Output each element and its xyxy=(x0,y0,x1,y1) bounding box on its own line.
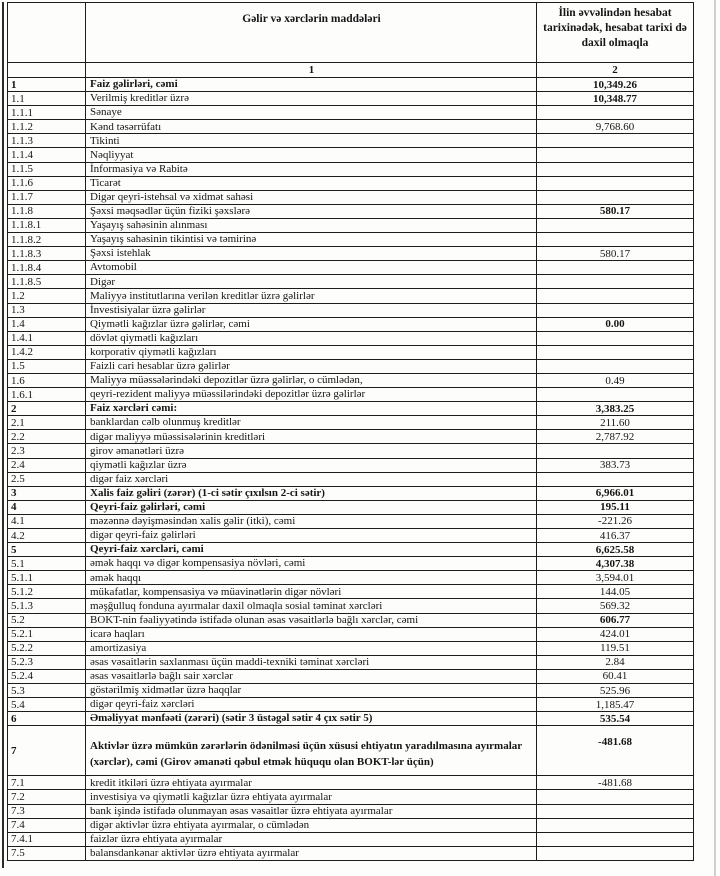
value-cell: 580.17 xyxy=(599,247,631,260)
income-expense-table xyxy=(7,2,694,861)
row-number-cell: 5.1.2 xyxy=(8,585,86,598)
table-row xyxy=(8,444,693,458)
table-row xyxy=(8,261,693,275)
row-number-cell: 1.1.8 xyxy=(8,205,86,218)
row-number-cell: 1.1.1 xyxy=(8,106,86,119)
value-cell: 9,768.60 xyxy=(595,120,635,133)
row-number-cell: 2.4 xyxy=(8,459,86,472)
item-label-cell: digər qeyri-faiz xərcləri xyxy=(86,698,537,711)
row-number-cell: 1.1.8.5 xyxy=(8,275,86,288)
table-row xyxy=(8,332,693,346)
row-number-cell: 3 xyxy=(8,487,86,500)
row-number-cell: 5 xyxy=(8,543,86,556)
value-cell: 144.05 xyxy=(599,585,631,598)
row-number-cell: 1.1 xyxy=(8,92,86,105)
item-label-cell: Şəxsi istehlak xyxy=(86,247,537,260)
table-row xyxy=(8,515,693,529)
table-row xyxy=(8,529,693,543)
table-row xyxy=(8,106,693,120)
row-number-cell: 7.2 xyxy=(8,790,86,803)
table-row xyxy=(8,205,693,219)
row-number-cell: 7.5 xyxy=(8,847,86,860)
scan-edge-left xyxy=(2,2,4,868)
value-cell xyxy=(537,833,693,846)
item-label-cell: balansdankənar aktivlər üzrə ehtiyata ayırmalar xyxy=(86,847,537,860)
item-label-cell: Maliyyə institutlarına verilən kreditlər üzrə gəlirlər xyxy=(86,289,537,302)
row-number-cell: 1.6 xyxy=(8,374,86,387)
value-cell: 535.54 xyxy=(599,712,631,725)
row-number-cell: 5.2 xyxy=(8,614,86,627)
value-cell: 606.77 xyxy=(599,614,631,627)
item-label-cell: Xalis faiz gəliri (zərər) (1-ci sətir çıxılsın 2-ci sətir) xyxy=(86,487,537,500)
value-cell: -481.68 xyxy=(598,736,632,749)
table-row xyxy=(8,289,693,303)
value-cell xyxy=(537,346,693,359)
row-number-cell: 7.1 xyxy=(8,776,86,789)
table-row xyxy=(8,599,693,613)
row-number-cell: 5.2.4 xyxy=(8,670,86,683)
item-label-cell: digər aktivlər üzrə ehtiyata ayırmalar, o cümlədən xyxy=(86,819,537,832)
item-label-cell: Qeyri-faiz xərcləri, cəmi xyxy=(86,543,537,556)
table-row xyxy=(8,501,693,515)
row-number-cell: 4 xyxy=(8,501,86,514)
item-label-cell: Tikinti xyxy=(86,134,537,147)
row-number-cell: 1.6.1 xyxy=(8,388,86,401)
row-number-cell: 1.5 xyxy=(8,360,86,373)
numbering-value-cell: 2 xyxy=(612,64,618,76)
item-label-cell: mükafatlar, kompensasiya və müavinətlərin digər növləri xyxy=(86,585,537,598)
value-cell: 525.96 xyxy=(599,684,631,697)
table-row xyxy=(8,134,693,148)
value-cell: -481.68 xyxy=(598,776,632,789)
column-numbering-row xyxy=(8,63,693,78)
item-label-cell: Şəxsi məqsədlər üçün fiziki şəxslərə xyxy=(86,205,537,218)
row-number-cell: 2 xyxy=(8,402,86,415)
item-label-cell: Əməliyyat mənfəəti (zərəri) (sətir 3 üstəgəl sətir 4 çıx sətir 5) xyxy=(86,712,537,725)
item-label-cell: Faiz gəlirləri, cəmi xyxy=(86,78,537,91)
item-label-cell: digər maliyyə müəssisələrinin kreditləri xyxy=(86,430,537,443)
table-row xyxy=(8,684,693,698)
table-row xyxy=(8,374,693,388)
item-label-cell: Aktivlər üzrə mümkün zərərlərin ödənilməsi üçün xüsusi ehtiyatın yaradılmasına ayırmalar (xərclər), cəmi (Girov əmanəti qəbul etmək hüququ olan BOKT-lər üçün) xyxy=(86,726,537,775)
table-row xyxy=(8,557,693,571)
item-label-cell: icarə haqları xyxy=(86,628,537,641)
value-cell xyxy=(537,261,693,274)
item-label-cell: məzənnə dəyişməsindən xalis gəlir (itki), cəmi xyxy=(86,515,537,528)
table-body xyxy=(8,78,693,861)
table-row xyxy=(8,191,693,205)
table-row xyxy=(8,233,693,247)
scan-edge-right xyxy=(714,0,716,876)
header-value-label: İlin əvvəlindən hesabat tarixinədək, hesabat tarixi də daxil olmaqla xyxy=(543,7,687,49)
value-cell xyxy=(537,275,693,288)
item-label-cell: məşğulluq fonduna ayırmalar daxil olmaqla sosial təminat xərcləri xyxy=(86,599,537,612)
table-row xyxy=(8,402,693,416)
value-cell xyxy=(537,473,693,486)
item-label-cell: Ticarət xyxy=(86,177,537,190)
table-row xyxy=(8,712,693,726)
row-number-cell: 7.4.1 xyxy=(8,833,86,846)
item-label-cell: qeyri-rezident maliyyə müəssilərindəki depozitlər üzrə gəlirlər xyxy=(86,388,537,401)
row-number-cell: 1 xyxy=(8,78,86,91)
row-number-cell: 1.1.6 xyxy=(8,177,86,190)
row-number-cell: 1.1.8.1 xyxy=(8,219,86,232)
row-number-cell: 2.2 xyxy=(8,430,86,443)
row-number-cell: 5.3 xyxy=(8,684,86,697)
value-cell: 6,625.58 xyxy=(595,543,635,556)
table-row xyxy=(8,473,693,487)
item-label-cell: Digər xyxy=(86,275,537,288)
row-number-cell: 7.4 xyxy=(8,819,86,832)
value-cell: 60.41 xyxy=(602,670,628,683)
table-row xyxy=(8,430,693,444)
value-cell xyxy=(537,289,693,302)
value-cell xyxy=(537,332,693,345)
table-row xyxy=(8,177,693,191)
item-label-cell: dövlət qiymətli kağızları xyxy=(86,332,537,345)
table-row xyxy=(8,360,693,374)
table-row xyxy=(8,543,693,557)
row-number-cell: 2.1 xyxy=(8,416,86,429)
row-number-cell: 7.3 xyxy=(8,805,86,818)
table-row xyxy=(8,571,693,585)
item-label-cell: Yaşayış sahəsinin alınması xyxy=(86,219,537,232)
value-cell: 6,966.01 xyxy=(595,487,635,500)
value-cell xyxy=(537,148,693,161)
value-cell: 195.11 xyxy=(600,501,630,514)
row-number-cell: 5.1.3 xyxy=(8,599,86,612)
item-label-cell: Faizli cari hesablar üzrə gəlirlər xyxy=(86,360,537,373)
table-row xyxy=(8,726,693,776)
item-label-cell: Faiz xərcləri cəmi: xyxy=(86,402,537,415)
item-label-cell: əsas vəsaitlərlə bağlı sair xərclər xyxy=(86,670,537,683)
table-row xyxy=(8,628,693,642)
item-label-cell: Qiymətli kağızlar üzrə gəlirlər, cəmi xyxy=(86,318,537,331)
row-number-cell: 1.1.3 xyxy=(8,134,86,147)
value-cell xyxy=(537,360,693,373)
table-row xyxy=(8,585,693,599)
row-number-cell: 5.4 xyxy=(8,698,86,711)
item-label-cell: Kənd təsərrüfatı xyxy=(86,120,537,133)
header-items-label: Gəlir və xərclərin maddələri xyxy=(86,3,537,62)
value-cell xyxy=(537,106,693,119)
table-row xyxy=(8,120,693,134)
table-row xyxy=(8,614,693,628)
table-row xyxy=(8,388,693,402)
value-cell: 383.73 xyxy=(599,459,631,472)
value-cell xyxy=(537,847,693,860)
value-cell: 2,787.92 xyxy=(595,430,635,443)
value-cell: 4,307.38 xyxy=(595,557,635,570)
item-label-cell: İnformasiya və Rabitə xyxy=(86,163,537,176)
table-row xyxy=(8,487,693,501)
item-label-cell: investisiya və qiymətli kağızlar üzrə ehtiyata ayırmalar xyxy=(86,790,537,803)
table-row xyxy=(8,656,693,670)
table-row xyxy=(8,847,693,861)
row-number-cell: 1.1.8.4 xyxy=(8,261,86,274)
value-cell xyxy=(537,191,693,204)
item-label-cell: Qeyri-faiz gəlirləri, cəmi xyxy=(86,501,537,514)
value-cell: 10,348.77 xyxy=(593,92,637,105)
table-row xyxy=(8,148,693,162)
item-label-cell: digər qeyri-faiz gəlirləri xyxy=(86,529,537,542)
value-cell: -221.26 xyxy=(598,515,632,528)
row-number-cell: 5.2.2 xyxy=(8,642,86,655)
header-number-cell xyxy=(8,3,86,62)
value-cell: 424.01 xyxy=(599,628,631,641)
value-cell: 580.17 xyxy=(599,205,631,218)
value-cell xyxy=(537,219,693,232)
value-cell xyxy=(537,388,693,401)
value-cell xyxy=(537,163,693,176)
item-label-cell: BOKT-nin fəaliyyətində istifadə olunan əsas vəsaitlərlə bağlı xərclər, cəmi xyxy=(86,614,537,627)
table-row xyxy=(8,670,693,684)
item-label-cell: girov əmanətləri üzrə xyxy=(86,444,537,457)
table-row xyxy=(8,776,693,790)
table-row xyxy=(8,833,693,847)
item-label-cell: amortizasiya xyxy=(86,642,537,655)
row-number-cell: 5.1 xyxy=(8,557,86,570)
value-cell: 1,185.47 xyxy=(595,698,635,711)
table-row xyxy=(8,78,693,92)
numbering-empty-cell xyxy=(8,63,86,77)
item-label-cell: göstərilmiş xidmətlər üzrə haqqlar xyxy=(86,684,537,697)
item-label-cell: Sənaye xyxy=(86,106,537,119)
row-number-cell: 1.4 xyxy=(8,318,86,331)
row-number-cell: 2.5 xyxy=(8,473,86,486)
row-number-cell: 1.1.2 xyxy=(8,120,86,133)
value-cell: 2.84 xyxy=(605,656,625,669)
row-number-cell: 1.4.2 xyxy=(8,346,86,359)
item-label-cell: Nəqliyyat xyxy=(86,148,537,161)
table-row xyxy=(8,459,693,473)
item-label-cell: Digər qeyri-istehsal və xidmət sahəsi xyxy=(86,191,537,204)
item-label-cell: Verilmiş kreditlər üzrə xyxy=(86,92,537,105)
table-row xyxy=(8,304,693,318)
item-label-cell: faizlər üzrə ehtiyata ayırmalar xyxy=(86,833,537,846)
row-number-cell: 4.2 xyxy=(8,529,86,542)
row-number-cell: 1.1.8.3 xyxy=(8,247,86,260)
item-label-cell: banklardan cəlb olunmuş kreditlər xyxy=(86,416,537,429)
item-label-cell: digər faiz xərcləri xyxy=(86,473,537,486)
table-row xyxy=(8,346,693,360)
item-label-cell: Maliyyə müəssələrindəki depozitlər üzrə gəlirlər, o cümlədən, xyxy=(86,374,537,387)
table-row xyxy=(8,819,693,833)
value-cell: 3,383.25 xyxy=(595,402,635,415)
value-cell: 0.49 xyxy=(605,374,625,387)
table-row xyxy=(8,642,693,656)
row-number-cell: 1.1.5 xyxy=(8,163,86,176)
item-label-cell: əmək haqqı xyxy=(86,571,537,584)
row-number-cell: 1.1.7 xyxy=(8,191,86,204)
value-cell xyxy=(537,304,693,317)
item-label-cell: Avtomobil xyxy=(86,261,537,274)
row-number-cell: 2.3 xyxy=(8,444,86,457)
table-row xyxy=(8,163,693,177)
value-cell xyxy=(537,819,693,832)
value-cell: 10,349.26 xyxy=(593,78,637,91)
value-cell: 416.37 xyxy=(599,529,631,542)
value-cell xyxy=(537,134,693,147)
value-cell xyxy=(537,233,693,246)
value-cell xyxy=(537,805,693,818)
row-number-cell: 5.2.3 xyxy=(8,656,86,669)
row-number-cell: 4.1 xyxy=(8,515,86,528)
row-number-cell: 5.2.1 xyxy=(8,628,86,641)
table-row xyxy=(8,219,693,233)
item-label-cell: Yaşayış sahəsinin tikintisi və təmirinə xyxy=(86,233,537,246)
row-number-cell: 7 xyxy=(8,726,86,775)
row-number-cell: 6 xyxy=(8,712,86,725)
row-number-cell: 1.4.1 xyxy=(8,332,86,345)
item-label-cell: bank işində istifadə olunmayan əsas vəsaitlər üzrə ehtiyata ayırmalar xyxy=(86,805,537,818)
value-cell xyxy=(537,444,693,457)
table-header-row xyxy=(8,3,693,63)
table-row xyxy=(8,247,693,261)
table-row xyxy=(8,275,693,289)
item-label-cell: əsas vəsaitlərin saxlanması üçün maddi-texniki təminat xərcləri xyxy=(86,656,537,669)
item-label-cell: qiymətli kağızlar üzrə xyxy=(86,459,537,472)
row-number-cell: 1.1.4 xyxy=(8,148,86,161)
row-number-cell: 1.2 xyxy=(8,289,86,302)
row-number-cell: 5.1.1 xyxy=(8,571,86,584)
table-row xyxy=(8,790,693,804)
table-row xyxy=(8,318,693,332)
value-cell: 569.32 xyxy=(599,600,631,613)
table-row xyxy=(8,92,693,106)
item-label-cell: əmək haqqı və digər kompensasiya növləri, cəmi xyxy=(86,557,537,570)
value-cell: 0.00 xyxy=(605,318,625,331)
item-label-cell: kredit itkiləri üzrə ehtiyata ayırmalar xyxy=(86,776,537,789)
table-row xyxy=(8,698,693,712)
item-label-cell: İnvestisiyalar üzrə gəlirlər xyxy=(86,304,537,317)
value-cell xyxy=(537,790,693,803)
table-row xyxy=(8,416,693,430)
item-label-cell: korporativ qiymətli kağızları xyxy=(86,346,537,359)
value-cell xyxy=(537,177,693,190)
row-number-cell: 1.3 xyxy=(8,304,86,317)
row-number-cell: 1.1.8.2 xyxy=(8,233,86,246)
value-cell: 3,594.01 xyxy=(595,571,635,584)
table-row xyxy=(8,805,693,819)
value-cell: 211.60 xyxy=(600,416,630,429)
value-cell: 119.51 xyxy=(600,642,630,655)
numbering-items-cell: 1 xyxy=(86,63,537,77)
